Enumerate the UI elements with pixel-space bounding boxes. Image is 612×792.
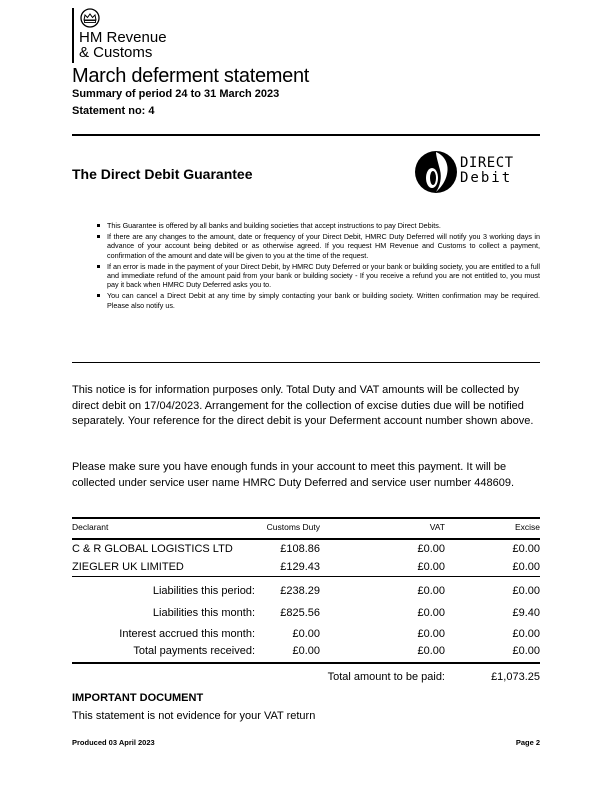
page-title: March deferment statement [72, 65, 310, 87]
vat-value: £0.00 [417, 628, 445, 640]
guarantee-title: The Direct Debit Guarantee [72, 166, 253, 182]
column-header-vat: VAT [429, 522, 445, 532]
declarant-name: C & R GLOBAL LOGISTICS LTD [72, 543, 233, 555]
table-rule [72, 538, 540, 540]
summary-label: Interest accrued this month: [119, 628, 255, 640]
total-label: Total amount to be paid: [327, 671, 445, 683]
column-header-customs-duty: Customs Duty [266, 522, 320, 532]
notice-paragraph: This notice is for information purposes only. Total Duty and VAT amounts will be collected by direct debit on 17/04/2023. Arrangement for the collection of excise duties due will be notified separately. Your reference for the direct debit is your Deferment account number shown above. [72, 384, 534, 427]
statement-number: Statement no: 4 [72, 105, 155, 117]
excise-value: £0.00 [512, 561, 540, 573]
table-rule [72, 517, 540, 519]
divider [72, 362, 540, 363]
guarantee-list [97, 221, 540, 312]
vat-value: £0.00 [417, 607, 445, 619]
summary-label: Total payments received: [133, 645, 255, 657]
period-summary: Summary of period 24 to 31 March 2023 [72, 88, 280, 100]
excise-value: £0.00 [512, 543, 540, 555]
crown-crest-icon [79, 8, 101, 28]
notice-paragraph: Please make sure you have enough funds in your account to meet this payment. It will be collected under service user name HMRC Duty Deferred and service user number 448609. [72, 461, 515, 489]
excise-value: £0.00 [512, 628, 540, 640]
guarantee-item: If an error is made in the payment of your Direct Debit, by HMRC Duty Deferred or your bank or building society, you are entitled to a full and immediate refund of the amount paid from your bank or building society - If you receive a refund you are not entitled to, you must pay it back when HMRC Duty Deferred asks you to. [97, 262, 540, 290]
customs-duty-value: £0.00 [292, 628, 320, 640]
vat-value: £0.00 [417, 561, 445, 573]
produced-date: Produced 03 April 2023 [72, 738, 155, 747]
direct-debit-logo-line2: Debit [460, 170, 513, 186]
vat-value: £0.00 [417, 645, 445, 657]
divider [72, 134, 540, 136]
declarant-name: ZIEGLER UK LIMITED [72, 561, 184, 573]
total-value: £1,073.25 [491, 671, 540, 683]
column-header-excise: Excise [514, 522, 540, 532]
table-rule [72, 576, 540, 577]
guarantee-item: This Guarantee is offered by all banks and building societies that accept instructions to pay Direct Debits. [97, 221, 540, 230]
direct-debit-icon [414, 148, 458, 196]
table-rule [72, 662, 540, 664]
direct-debit-logo-line1: DIRECT [460, 155, 514, 171]
excise-value: £9.40 [512, 607, 540, 619]
customs-duty-value: £825.56 [280, 607, 320, 619]
direct-debit-logo [414, 148, 534, 196]
guarantee-item: If there are any changes to the amount, date or frequency of your Direct Debit, HMRC Duty Deferred will notify you 3 working days in advance of your account being debited or as otherwise agreed. If you request HM Revenue and Customs to collect a payment, confirmation of the amount and date will be given to you at the time of the request. [97, 232, 540, 260]
guarantee-item: You can cancel a Direct Debit at any time by simply contacting your bank or building society. Written confirmation may be required. Please also notify us. [97, 291, 540, 310]
vat-value: £0.00 [417, 585, 445, 597]
org-name-line2: & Customs [79, 44, 153, 61]
excise-value: £0.00 [512, 585, 540, 597]
excise-value: £0.00 [512, 645, 540, 657]
vat-value: £0.00 [417, 543, 445, 555]
customs-duty-value: £0.00 [292, 645, 320, 657]
page-number: Page 2 [515, 738, 540, 747]
customs-duty-value: £238.29 [280, 585, 320, 597]
customs-duty-value: £108.86 [280, 543, 320, 555]
important-heading: IMPORTANT DOCUMENT [72, 692, 204, 704]
logo-divider [72, 8, 74, 63]
customs-duty-value: £129.43 [280, 561, 320, 573]
summary-label: Liabilities this month: [152, 607, 255, 619]
summary-label: Liabilities this period: [152, 585, 255, 597]
important-text: This statement is not evidence for your VAT return [72, 710, 316, 722]
org-name-line1: HM Revenue [79, 29, 167, 46]
column-header-declarant: Declarant [72, 522, 109, 532]
